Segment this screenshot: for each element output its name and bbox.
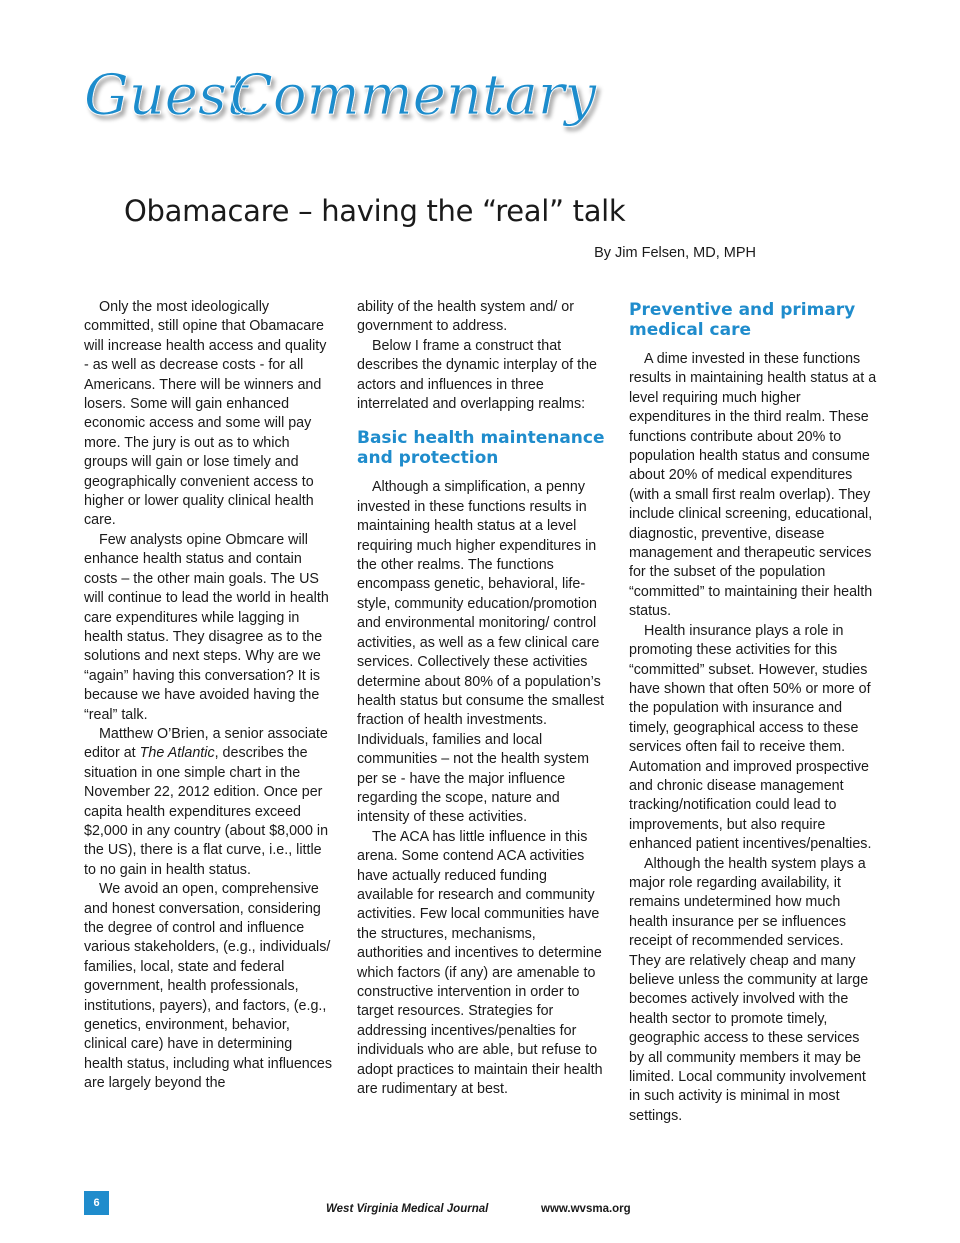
paragraph: A dime invested in these functions results in maintaining health status at a level requiring much higher expenditures in the third realm. These functions contribute about 20% to population health status and consume about 20% of medical expenditures (with a small first realm overlap). They include clinical screening, educational, diagnostic, preventive, disease management and therapeutic services for the subset of the population “committed” to maintaining their health status. bbox=[629, 351, 877, 620]
paragraph: Although a simplification, a penny invested in these functions results in maintaining health status at a level requiring much higher expenditures in the other realms. The functions encompass genetic, behavioral, life-style, community education/promotion and environmental monitoring/ control activities, as well as a few clinical care services. Collectively these activities determine about 80% of a population’s health status but consume the smallest fraction of health investments. Individuals, families and local communities – not the health system per se - have the major influence regarding the scope, nature and intensity of these activities. bbox=[357, 479, 605, 826]
paragraph: Below I frame a construct that describes the dynamic interplay of the actors and influences in three interrelated and overlapping realms: bbox=[357, 337, 597, 413]
paragraph: Few analysts opine Obmcare will enhance health status and contain costs – the other main goals. The US will continue to lead the world in health care expenditures while lagging in health status. They disagree as to the solutions and next steps. Why are we “again” having this conversation? It is because we have avoided having the “real” talk. bbox=[84, 531, 329, 723]
publication-name: The Atlantic bbox=[139, 745, 215, 762]
footer-journal-name: West Virginia Medical Journal bbox=[326, 1203, 489, 1215]
masthead-word-guest: Guest bbox=[84, 63, 250, 128]
masthead-word-commentary: Commentary bbox=[230, 63, 597, 128]
page-number-badge: 6 bbox=[84, 1191, 109, 1215]
paragraph: Health insurance plays a role in promoting these activities for this “committed” subset. However, studies have shown that often 50% or more of the population with insurance and timely, geographical access to these services often fail to receive them. Automation and improved prospective and chronic disease management tracking/notification could lead to improvements, but also require enhanced patient incentives/penalties. bbox=[629, 622, 872, 853]
column-3 bbox=[629, 298, 877, 1126]
paragraph: The ACA has little influence in this arena. Some contend ACA activities have actually reduced funding available for research and community activities. Few local communities have the structures, mechanisms, authorities and incentives to determine which factors (if any) are amenable to constructive intervention in order to target resources. Strategies for addressing incentives/penalties for individuals who are able, but refuse to adopt practices to maintain their health are rudimentary at best. bbox=[357, 828, 603, 1098]
masthead-logo bbox=[80, 48, 597, 138]
paragraph-atlantic bbox=[84, 725, 332, 880]
column-1 bbox=[84, 298, 332, 1094]
text-span: Matthew O’Brien, a senior associate editor at bbox=[84, 725, 328, 762]
byline: By Jim Felsen, MD, MPH bbox=[594, 245, 756, 261]
paragraph-continued: ability of the health system and/ or government to address. bbox=[357, 299, 574, 335]
paragraph: Only the most ideologically committed, still opine that Obamacare will increase health access and quality - as well as decrease costs - for all Americans. There will be winners and losers. Some will gain enhanced economic access and some will pay more. The jury is out as to which groups will gain or lose timely and geographically convenient access to higher or lower quality clinical health care. bbox=[84, 299, 327, 529]
article-title: Obamacare – having the “real” talk bbox=[124, 194, 626, 228]
section-heading-preventive-care: Preventive and primary medical care bbox=[629, 300, 856, 340]
paragraph: Although the health system plays a major role regarding availability, it remains undetermined how much health insurance per se influences receipt of recommended services. They are relatively cheap and many believe unless the community at large becomes actively involved with the health sector to promote timely, geographic access to these services by all community members it may be limited. Local community involvement in such activity is minimal in most settings. bbox=[629, 855, 869, 1124]
paragraph: We avoid an open, comprehensive and honest conversation, considering the degree of control and influence various stakeholders, (e.g., individuals/ families, local, state and federal government, health professionals, institutions, payers), and factors, (e.g., genetics, environment, behavior, clinical care) have in determining health status, including what influences are largely beyond the bbox=[84, 881, 332, 1092]
text-span: , describes the situation in one simple chart in the November 22, 2012 edition. Once per capita health expenditures exceed $2,000 in any country (about $8,000 in the US), there is a flat curve, i.e., little to no gain in health status. bbox=[84, 745, 329, 878]
column-2 bbox=[357, 298, 605, 1099]
footer-url: www.wvsma.org bbox=[541, 1203, 631, 1215]
section-heading-basic-health: Basic health maintenance and protection bbox=[357, 428, 605, 469]
